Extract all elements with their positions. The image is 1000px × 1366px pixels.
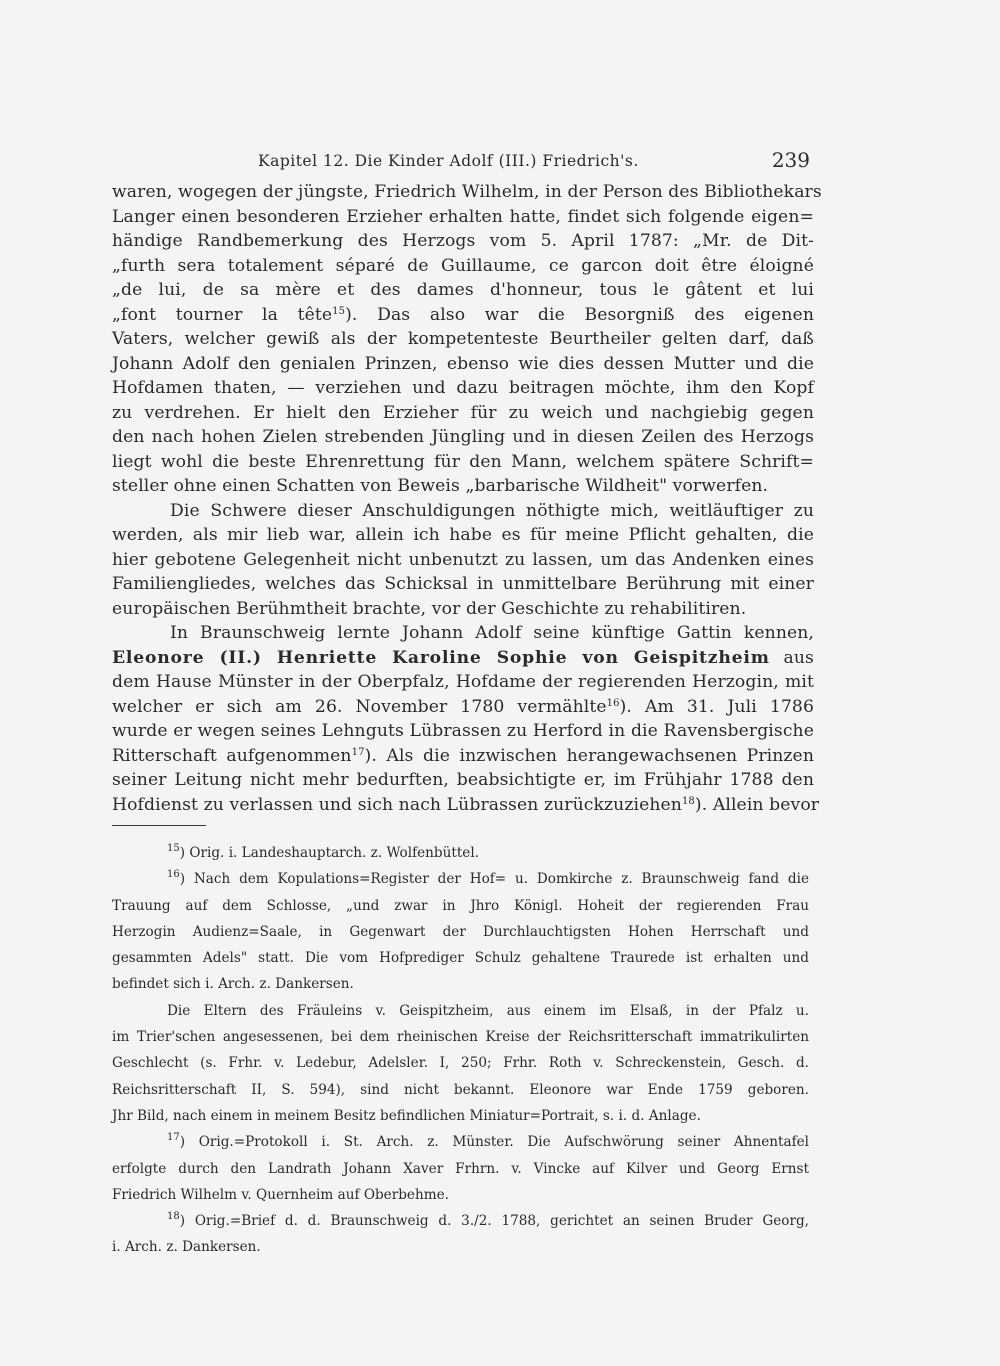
footnote-line: Jhr Bild, nach einem in meinem Besitz befindlichen Miniatur=Portrait, s. i. d. Anlage. (112, 1107, 701, 1124)
footnote-line: $^{18}$) Orig.=Brief d. d. Braunschweig d. 3./2. 1788, gerichtet an seinen Bruder Georg, (167, 1211, 810, 1230)
footnote-line: Friedrich Wilhelm v. Quernheim auf Oberbehme. (112, 1186, 449, 1203)
footnote-line: Die Eltern des Fräuleins v. Geispitzheim, aus einem im Elsaß, in der Pfalz u. (167, 1002, 809, 1019)
text-line: Langer einen besonderen Erzieher erhalten hatte, findet sich folgende eigen= (112, 206, 814, 227)
text-line: liegt wohl die beste Ehrenrettung für den Mann, welchem spätere Schrift= (112, 451, 814, 472)
text-line: waren, wogegen der jüngste, Friedrich Wilhelm, in der Person des Bibliothekars (112, 182, 822, 202)
footnotes (112, 840, 809, 1261)
page-number: 239 (771, 148, 810, 172)
text-line: „furth sera totalement séparé de Guillaume, ce garcon doit être éloigné (112, 255, 814, 276)
footnote-line: $^{17}$) Orig.=Protokoll i. St. Arch. z. Münster. Die Aufschwörung seiner Ahnentafel (167, 1132, 809, 1151)
text-line: Familiengliedes, welches das Schicksal in unmittelbare Berührung mit einer (112, 574, 814, 594)
footnote-line: gesammten Adels" statt. Die vom Hofprediger Schulz gehaltene Traurede ist erhalten und (112, 950, 809, 967)
text-line: händige Randbemerkung des Herzogs vom 5. April 1787: „Mr. de Dit- (112, 231, 814, 251)
footnote-ref: 16 (606, 697, 620, 709)
page-header (258, 146, 810, 178)
footnote-ref: 15 (332, 305, 346, 317)
footnote-line: $^{15}$) Orig. i. Landeshauptarch. z. Wolfenbüttel. (167, 843, 479, 861)
text-line: „font tourner la tête$^{15}$). Das also war die Besorgniß des eigenen (112, 304, 814, 325)
footnote-line: Reichsritterschaft II, S. 594), sind nicht bekannt. Eleonore war Ende 1759 geboren. (112, 1081, 809, 1098)
text-line: steller ohne einen Schatten von Beweis „barbarische Wildheit" vorwerfen. (112, 476, 769, 496)
footnote-line: erfolgte durch den Landrath Johann Xaver Frhrn. v. Vincke auf Kilver und Georg Ernst (112, 1160, 809, 1177)
text-line: zu verdrehen. Er hielt den Erzieher für zu weich und nachgiebig gegen (112, 402, 814, 423)
footnote-line: im Trier'schen angesessenen, bei dem rheinischen Kreise der Reichsritterschaft immatrikulirten (112, 1029, 809, 1046)
text-line: „de lui, de sa mère et des dames d'honneur, tous le gâtent et lui (112, 280, 814, 300)
footnote-ref: 18 (681, 795, 695, 807)
text-line: Vaters, welcher gewiß als der kompetenteste Beurtheiler gelten darf, daß (112, 329, 814, 349)
text-line: Johann Adolf den genialen Prinzen, ebenso wie dies dessen Mutter und die (112, 353, 814, 374)
person-name: Eleonore (II.) Henriette Karoline Sophie von Geispitzheim (112, 647, 770, 668)
text-line: Hofdamen thaten, — verziehen und dazu beitragen möchte, ihm den Kopf (112, 378, 814, 398)
text-line: Eleonore (II.) Henriette Karoline Sophie von Geispitzheim aus (112, 647, 814, 668)
footnote-line: Trauung auf dem Schlosse, „und zwar in Jhro Königl. Hoheit der regierenden Frau (112, 897, 809, 914)
footnote-line: befindet sich i. Arch. z. Dankersen. (112, 976, 354, 993)
footnote-line: $^{16}$) Nach dem Kopulations=Register der Hof= u. Domkirche z. Braunschweig fand die (167, 869, 810, 888)
text-line: In Braunschweig lernte Johann Adolf seine künftige Gattin kennen, (170, 623, 814, 643)
footnote-line: Geschlecht (s. Frhr. v. Ledebur, Adelsler. I, 250; Frhr. Roth v. Schreckenstein, Gesch. d. (112, 1055, 809, 1072)
footnote-separator (112, 825, 206, 826)
text-line: wurde er wegen seines Lehnguts Lübrassen zu Herford in die Ravensbergische (112, 721, 814, 741)
running-head: Kapitel 12. Die Kinder Adolf (III.) Friedrich's. (258, 152, 639, 170)
footnote-line: i. Arch. z. Dankersen. (112, 1239, 261, 1256)
text-line: seiner Leitung nicht mehr bedurften, beabsichtigte er, im Frühjahr 1788 den (112, 770, 814, 790)
text-line: den nach hohen Zielen strebenden Jüngling und in diesen Zeilen des Herzogs (112, 427, 814, 447)
text-line: welcher er sich am 26. November 1780 vermählte$^{16}$). Am 31. Juli 1786 (112, 696, 814, 717)
footnote-ref: 17 (351, 746, 365, 758)
text-line: werden, als mir lieb war, allein ich habe es für meine Pflicht gehalten, die (112, 525, 814, 545)
text-line: Hofdienst zu verlassen und sich nach Lübrassen zurückzuziehen$^{18}$). Allein bevor (112, 794, 820, 815)
main-text (112, 180, 822, 817)
footnote-line: Herzogin Audienz=Saale, in Gegenwart der Durchlauchtigsten Hohen Herrschaft und (112, 923, 809, 940)
text-line: hier gebotene Gelegenheit nicht unbenutzt zu lassen, um das Andenken eines (112, 549, 814, 570)
text-line: Die Schwere dieser Anschuldigungen nöthigte mich, weitläuftiger zu (170, 500, 814, 521)
text-line: dem Hause Münster in der Oberpfalz, Hofdame der regierenden Herzogin, mit (112, 672, 814, 692)
text-line: europäischen Berühmtheit brachte, vor der Geschichte zu rehabilitiren. (112, 598, 747, 619)
text-line: Ritterschaft aufgenommen$^{17}$). Als die inzwischen herangewachsenen Prinzen (112, 745, 814, 766)
